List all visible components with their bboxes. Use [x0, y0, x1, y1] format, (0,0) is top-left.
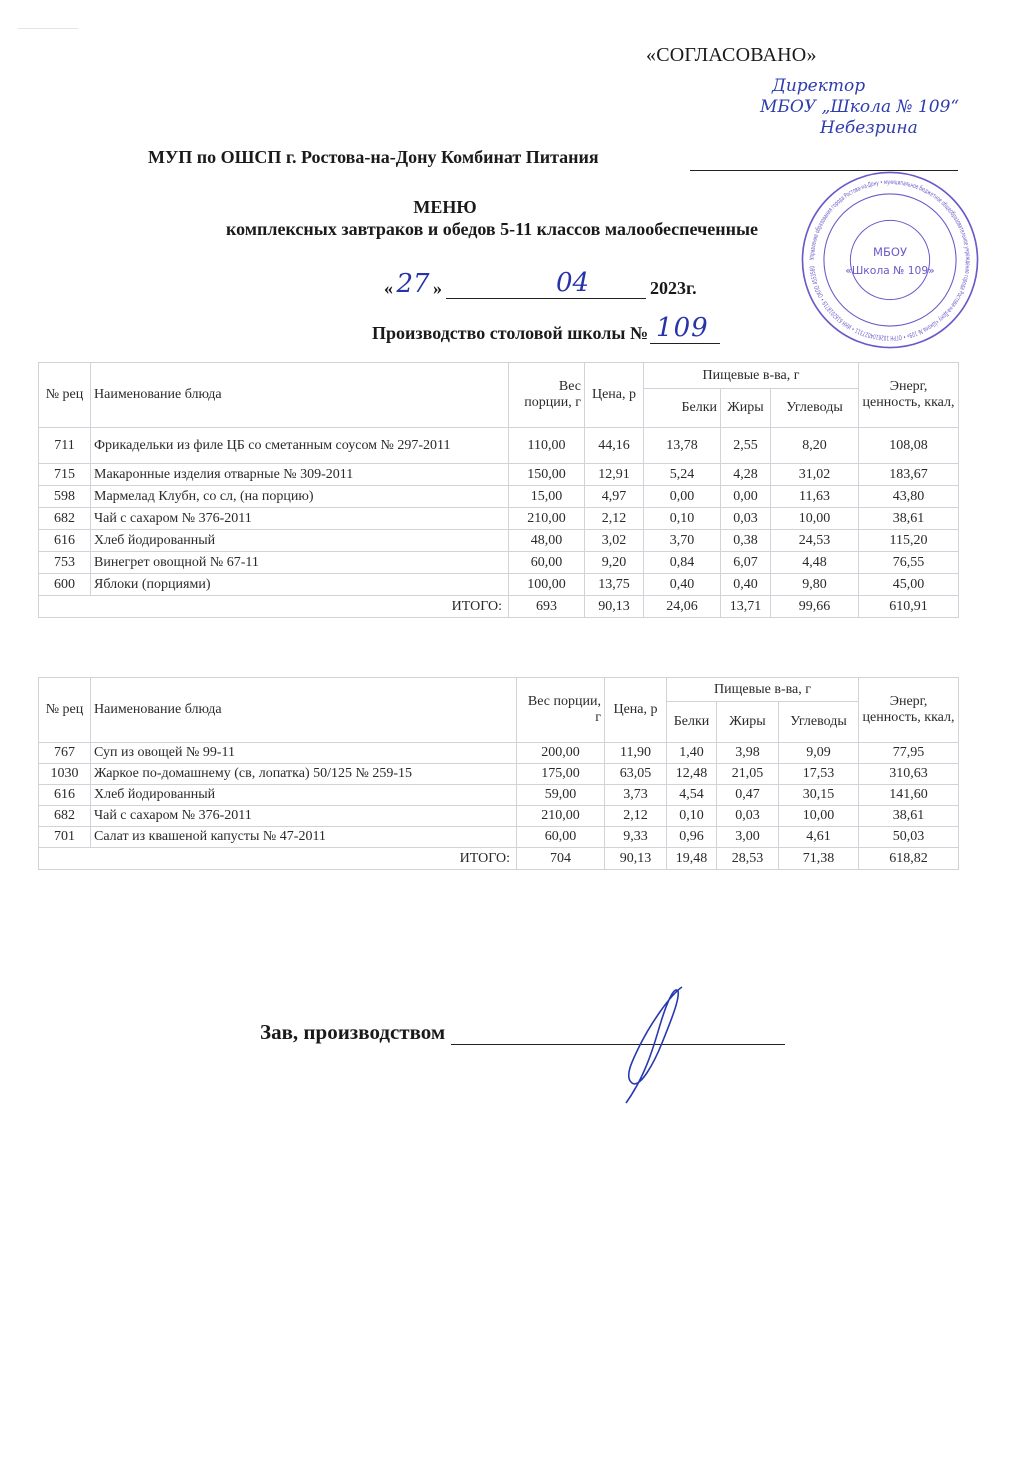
price-cell: 3,02	[585, 530, 644, 552]
approval-label: «СОГЛАСОВАНО»	[646, 44, 817, 66]
price-cell: 9,33	[605, 827, 667, 848]
total-proteins-cell: 19,48	[667, 848, 717, 870]
table-row	[39, 827, 959, 848]
fats-cell: 0,03	[721, 508, 771, 530]
lunch-rows	[39, 743, 959, 870]
total-energy-cell: 618,82	[859, 848, 959, 870]
energy-value-cell: 310,63	[859, 764, 959, 785]
portion-weight-cell: 100,00	[509, 574, 585, 596]
total-row	[39, 848, 959, 870]
proteins-cell: 0,40	[644, 574, 721, 596]
date-month: 04	[556, 268, 590, 298]
header-nutrients: Пищевые в-ва, г	[644, 363, 859, 389]
approval-handwriting-line: Небезрина	[820, 118, 918, 138]
energy-value-cell: 183,67	[859, 464, 959, 486]
recipe-number-cell: 682	[39, 806, 91, 827]
total-carbs-cell: 71,38	[779, 848, 859, 870]
header-fats: Жиры	[717, 702, 779, 743]
signature-row	[260, 1020, 785, 1045]
portion-weight-cell: 150,00	[509, 464, 585, 486]
table-row	[39, 486, 959, 508]
approval-handwriting-line: МБОУ „Школа № 109“	[760, 97, 960, 117]
signature-line	[451, 1022, 785, 1045]
total-label: ИТОГО:	[39, 848, 517, 870]
energy-value-cell: 38,61	[859, 508, 959, 530]
price-cell: 44,16	[585, 428, 644, 464]
total-row	[39, 596, 959, 618]
proteins-cell: 4,54	[667, 785, 717, 806]
header-energy: Энерг, ценность, ккал,	[859, 363, 959, 428]
menu-title: МЕНЮ	[413, 197, 477, 217]
proteins-cell: 13,78	[644, 428, 721, 464]
header-proteins: Белки	[644, 389, 721, 428]
stamp-ring-text: Управление образования города Ростова-на-Дону • муниципальное бюджетное общеобразовательное учреждение города Ростова-на-Дону «Школа № 109» • ОГРН 1026104027311 • ИНН 6162018719 • ОКПО 4553560	[808, 177, 973, 343]
recipe-number-cell: 598	[39, 486, 91, 508]
total-weight-cell: 693	[509, 596, 585, 618]
energy-value-cell: 45,00	[859, 574, 959, 596]
production-line	[372, 313, 720, 344]
fats-cell: 2,55	[721, 428, 771, 464]
header-dish-name: Наименование блюда	[91, 363, 509, 428]
carbs-cell: 9,09	[779, 743, 859, 764]
dish-name-cell: Яблоки (порциями)	[91, 574, 509, 596]
table-row	[39, 428, 959, 464]
header-nutrients: Пищевые в-ва, г	[667, 678, 859, 702]
energy-value-cell: 115,20	[859, 530, 959, 552]
carbs-cell: 4,48	[771, 552, 859, 574]
dish-name-cell: Чай с сахаром № 376-2011	[91, 806, 517, 827]
carbs-cell: 9,80	[771, 574, 859, 596]
portion-weight-cell: 60,00	[517, 827, 605, 848]
official-stamp	[800, 170, 980, 350]
energy-value-cell: 141,60	[859, 785, 959, 806]
total-label: ИТОГО:	[39, 596, 509, 618]
date-day: 27	[396, 269, 430, 299]
fats-cell: 0,00	[721, 486, 771, 508]
portion-weight-cell: 60,00	[509, 552, 585, 574]
proteins-cell: 1,40	[667, 743, 717, 764]
recipe-number-cell: 600	[39, 574, 91, 596]
price-cell: 63,05	[605, 764, 667, 785]
manager-signature	[610, 985, 700, 1110]
proteins-cell: 0,10	[667, 806, 717, 827]
energy-value-cell: 77,95	[859, 743, 959, 764]
recipe-number-cell: 753	[39, 552, 91, 574]
price-cell: 2,12	[605, 806, 667, 827]
header-proteins: Белки	[667, 702, 717, 743]
dish-name-cell: Суп из овощей № 99-11	[91, 743, 517, 764]
menu-date	[384, 268, 697, 299]
table-row	[39, 508, 959, 530]
carbs-cell: 11,63	[771, 486, 859, 508]
table-row	[39, 806, 959, 827]
proteins-cell: 0,00	[644, 486, 721, 508]
fats-cell: 0,38	[721, 530, 771, 552]
approval-handwriting	[760, 76, 1022, 139]
dish-name-cell: Фрикадельки из филе ЦБ со сметанным соусом № 297-2011	[91, 428, 509, 464]
stamp-outer-ring	[802, 172, 977, 347]
table-row	[39, 764, 959, 785]
table-row	[39, 464, 959, 486]
fats-cell: 3,00	[717, 827, 779, 848]
fats-cell: 0,47	[717, 785, 779, 806]
organization-name: МУП по ОШСП г. Ростова-на-Дону Комбинат Питания	[148, 147, 599, 167]
total-fats-cell: 28,53	[717, 848, 779, 870]
fats-cell: 0,03	[717, 806, 779, 827]
carbs-cell: 17,53	[779, 764, 859, 785]
portion-weight-cell: 59,00	[517, 785, 605, 806]
recipe-number-cell: 682	[39, 508, 91, 530]
portion-weight-cell: 210,00	[509, 508, 585, 530]
breakfast-table	[38, 362, 959, 618]
fats-cell: 3,98	[717, 743, 779, 764]
total-price-cell: 90,13	[585, 596, 644, 618]
stamp-center-line2: «Школа № 109»	[845, 264, 935, 278]
breakfast-rows	[39, 428, 959, 618]
carbs-cell: 10,00	[771, 508, 859, 530]
dish-name-cell: Жаркое по-домашнему (св, лопатка) 50/125 № 259-15	[91, 764, 517, 785]
energy-value-cell: 43,80	[859, 486, 959, 508]
energy-value-cell: 50,03	[859, 827, 959, 848]
header-carbs: Углеводы	[779, 702, 859, 743]
header-weight: Вес порции, г	[517, 678, 605, 743]
dish-name-cell: Хлеб йодированный	[91, 785, 517, 806]
total-energy-cell: 610,91	[859, 596, 959, 618]
school-number: 109	[656, 313, 709, 343]
recipe-number-cell: 1030	[39, 764, 91, 785]
price-cell: 13,75	[585, 574, 644, 596]
menu-subtitle: комплексных завтраков и обедов 5-11 классов малообеспеченные	[226, 219, 759, 239]
recipe-number-cell: 767	[39, 743, 91, 764]
table-row	[39, 785, 959, 806]
dish-name-cell: Мармелад Клубн, со сл, (на порцию)	[91, 486, 509, 508]
signature-label: Зав, производством	[260, 1020, 446, 1044]
header-fats: Жиры	[721, 389, 771, 428]
price-cell: 3,73	[605, 785, 667, 806]
carbs-cell: 24,53	[771, 530, 859, 552]
stamp-center-line1: МБОУ	[872, 244, 908, 259]
recipe-number-cell: 715	[39, 464, 91, 486]
proteins-cell: 0,96	[667, 827, 717, 848]
header-price: Цена, р	[605, 678, 667, 743]
recipe-number-cell: 711	[39, 428, 91, 464]
date-month-line	[446, 268, 646, 299]
header-energy: Энерг, ценность, ккал,	[859, 678, 959, 743]
proteins-cell: 5,24	[644, 464, 721, 486]
total-proteins-cell: 24,06	[644, 596, 721, 618]
dish-name-cell: Макаронные изделия отварные № 309-2011	[91, 464, 509, 486]
price-cell: 11,90	[605, 743, 667, 764]
manager-signature-stroke	[626, 987, 682, 1103]
proteins-cell: 0,10	[644, 508, 721, 530]
carbs-cell: 4,61	[779, 827, 859, 848]
scan-artifact	[18, 28, 78, 29]
header-dish-name: Наименование блюда	[91, 678, 517, 743]
energy-value-cell: 76,55	[859, 552, 959, 574]
energy-value-cell: 38,61	[859, 806, 959, 827]
table-row	[39, 530, 959, 552]
table-row	[39, 574, 959, 596]
header-carbs: Углеводы	[771, 389, 859, 428]
date-year: 2023г.	[650, 278, 697, 298]
proteins-cell: 3,70	[644, 530, 721, 552]
recipe-number-cell: 616	[39, 785, 91, 806]
proteins-cell: 12,48	[667, 764, 717, 785]
total-weight-cell: 704	[517, 848, 605, 870]
portion-weight-cell: 210,00	[517, 806, 605, 827]
total-price-cell: 90,13	[605, 848, 667, 870]
recipe-number-cell: 616	[39, 530, 91, 552]
header-rec-no: № рец	[39, 363, 91, 428]
price-cell: 4,97	[585, 486, 644, 508]
portion-weight-cell: 48,00	[509, 530, 585, 552]
carbs-cell: 8,20	[771, 428, 859, 464]
fats-cell: 4,28	[721, 464, 771, 486]
header-rec-no: № рец	[39, 678, 91, 743]
price-cell: 12,91	[585, 464, 644, 486]
lunch-table	[38, 677, 959, 870]
dish-name-cell: Хлеб йодированный	[91, 530, 509, 552]
fats-cell: 21,05	[717, 764, 779, 785]
energy-value-cell: 108,08	[859, 428, 959, 464]
proteins-cell: 0,84	[644, 552, 721, 574]
school-number-line	[650, 313, 720, 344]
header-price: Цена, р	[585, 363, 644, 428]
date-open-quote: «	[384, 278, 393, 298]
table-row	[39, 743, 959, 764]
portion-weight-cell: 200,00	[517, 743, 605, 764]
date-close-quote: »	[433, 278, 442, 298]
price-cell: 2,12	[585, 508, 644, 530]
table-row	[39, 552, 959, 574]
carbs-cell: 30,15	[779, 785, 859, 806]
production-label: Производство столовой школы №	[372, 323, 649, 343]
dish-name-cell: Чай с сахаром № 376-2011	[91, 508, 509, 530]
portion-weight-cell: 15,00	[509, 486, 585, 508]
fats-cell: 6,07	[721, 552, 771, 574]
portion-weight-cell: 110,00	[509, 428, 585, 464]
portion-weight-cell: 175,00	[517, 764, 605, 785]
carbs-cell: 10,00	[779, 806, 859, 827]
dish-name-cell: Салат из квашеной капусты № 47-2011	[91, 827, 517, 848]
price-cell: 9,20	[585, 552, 644, 574]
header-weight: Вес порции, г	[509, 363, 585, 428]
recipe-number-cell: 701	[39, 827, 91, 848]
carbs-cell: 31,02	[771, 464, 859, 486]
dish-name-cell: Винегрет овощной № 67-11	[91, 552, 509, 574]
total-carbs-cell: 99,66	[771, 596, 859, 618]
fats-cell: 0,40	[721, 574, 771, 596]
total-fats-cell: 13,71	[721, 596, 771, 618]
approval-handwriting-line: Директор	[772, 76, 866, 96]
